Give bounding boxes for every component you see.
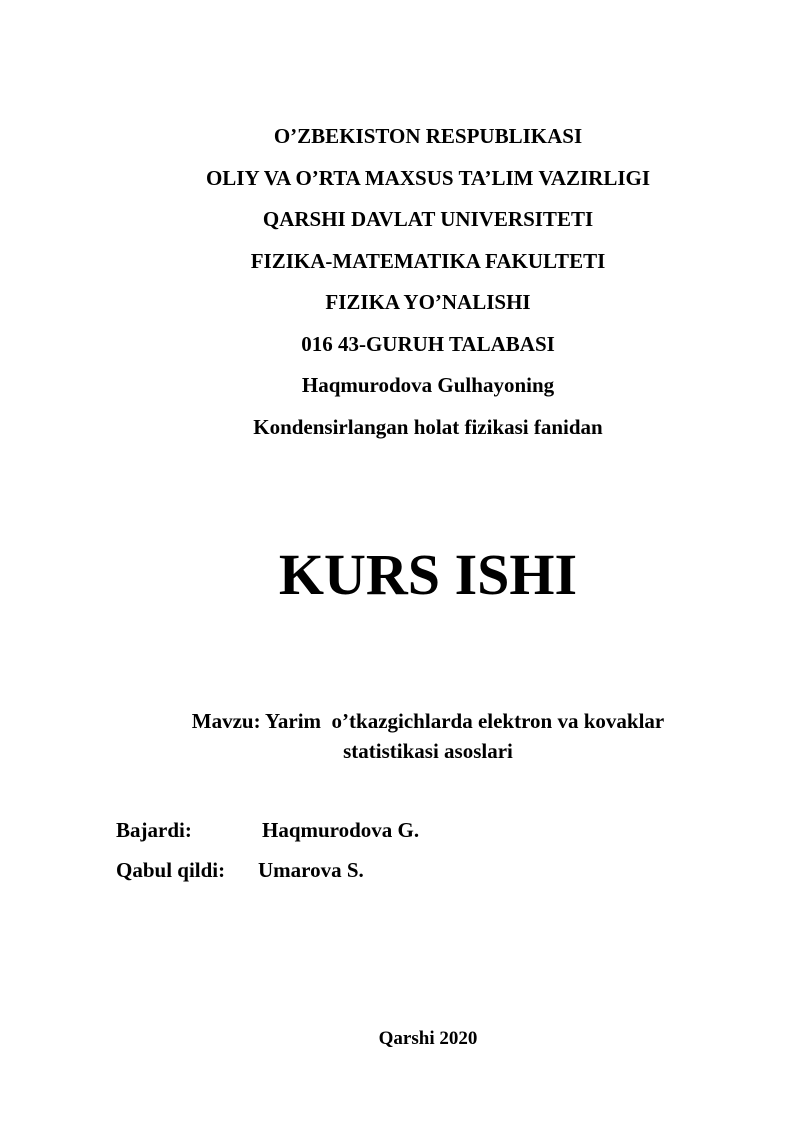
accepted-by-name: Umarova S.	[258, 858, 364, 882]
topic-block	[0, 706, 800, 766]
student-name-line: Haqmurodova Gulhayoning	[301, 373, 555, 397]
faculty-line: FIZIKA-MATEMATIKA FAKULTETI	[250, 248, 606, 273]
performed-by-name: Haqmurodova G.	[262, 818, 420, 842]
institution-header	[0, 116, 800, 448]
group-line: 016 43-GURUH TALABASI	[301, 331, 555, 356]
ministry-line: OLIY VA O’RTA MAXSUS TA’LIM VAZIRLIGI	[205, 165, 651, 190]
place-year: Qarshi 2020	[378, 1028, 478, 1049]
accepted-by-row	[116, 855, 364, 885]
topic-line-1: Mavzu: Yarim o’tkazgichlarda elektron va kovaklar	[191, 709, 665, 733]
performed-by-row	[116, 815, 419, 845]
performed-by-label: Bajardi:	[116, 818, 192, 842]
subject-line: Kondensirlangan holat fizikasi fanidan	[253, 414, 603, 439]
topic-line-2: statistikasi asoslari	[343, 739, 513, 763]
document-title: KURS ISHI	[278, 542, 578, 607]
country-line: O’ZBEKISTON RESPUBLIKASI	[273, 124, 583, 148]
university-line: QARSHI DAVLAT UNIVERSITETI	[262, 207, 594, 231]
accepted-by-label: Qabul qildi:	[116, 858, 226, 882]
direction-line: FIZIKA YO’NALISHI	[325, 290, 531, 314]
